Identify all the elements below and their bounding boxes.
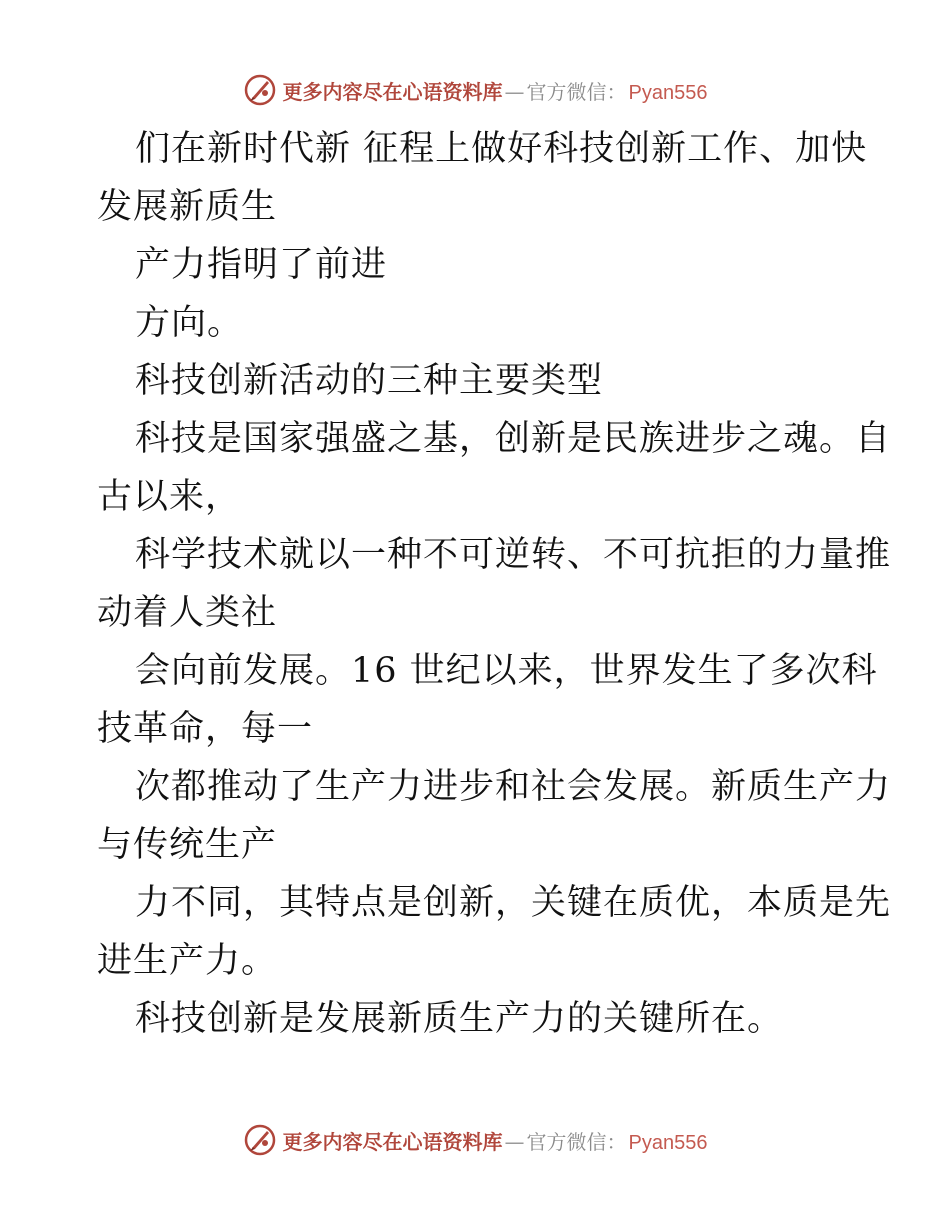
paragraph-line: 古以来， [97, 477, 242, 517]
banner-wechat-id: Pyan556 [628, 81, 708, 104]
paragraph-line: 发展新质生 [97, 187, 278, 227]
document-body [97, 120, 892, 1048]
paragraph-line: 产力指明了前进 [135, 245, 388, 285]
paragraph-line: 们在新时代新 征程上做好科技创新工作、加快 [135, 129, 868, 169]
banner-promo-text: 更多内容尽在心语资料库 [282, 79, 503, 104]
paragraph-line: 技革命，每一 [97, 709, 314, 749]
banner-wechat-label: 官方微信： [526, 79, 627, 104]
quill-logo-icon [243, 1123, 277, 1157]
paragraph-line: 与传统生产 [97, 825, 278, 865]
paragraph-line: 进生产力。 [97, 941, 278, 981]
quill-logo-icon [243, 73, 277, 107]
banner-wechat-label: 官方微信： [526, 1129, 627, 1154]
paragraph-line: 科技是国家强盛之基，创新是民族进步之魂。自 [135, 419, 892, 459]
paragraph-line: 科技创新是发展新质生产力的关键所在。 [135, 999, 784, 1039]
paragraph-line: 次都推动了生产力进步和社会发展。新质生产力 [135, 767, 892, 807]
paragraph-line: 方向。 [135, 303, 244, 343]
banner-wechat-id: Pyan556 [628, 1131, 708, 1154]
paragraph-line: 力不同，其特点是创新，关键在质优，本质是先 [135, 883, 892, 923]
paragraph-line: 动着人类社 [97, 593, 278, 633]
banner-promo-text: 更多内容尽在心语资料库 [282, 1129, 503, 1154]
banner-dash: — [504, 1129, 525, 1154]
header-watermark-banner [0, 70, 950, 110]
banner-dash: — [504, 79, 525, 104]
footer-watermark-banner [0, 1120, 950, 1160]
paragraph-line: 科学技术就以一种不可逆转、不可抗拒的力量推 [135, 535, 892, 575]
section-heading: 科技创新活动的三种主要类型 [135, 361, 604, 401]
paragraph-line: 会向前发展。16 世纪以来，世界发生了多次科 [135, 651, 878, 691]
